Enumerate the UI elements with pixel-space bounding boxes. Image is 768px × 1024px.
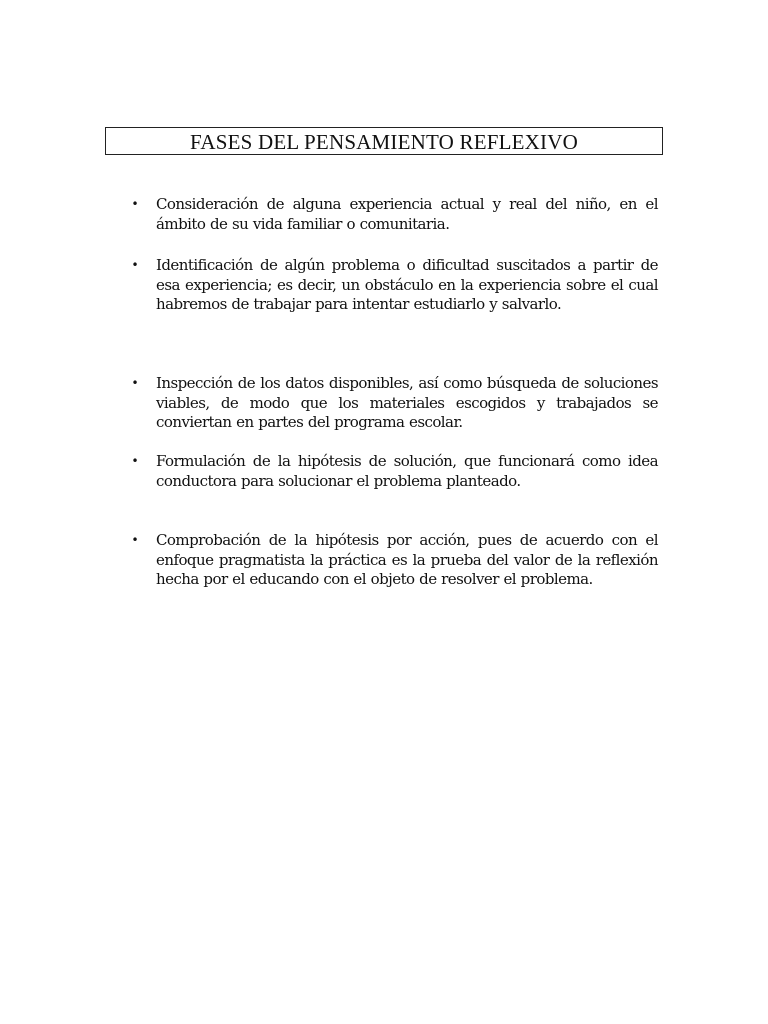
- bullet-icon: •: [131, 258, 139, 272]
- bullet-icon: •: [131, 376, 139, 390]
- list-item: [156, 452, 658, 491]
- list-item-text: Identificación de algún problema o dificultad suscitados a partir de esa experiencia; es decir, un obstáculo en la experiencia sobre el cual habremos de trabajar para intentar estudiarlo y salvarlo.: [156, 256, 658, 314]
- list-item-text: Inspección de los datos disponibles, así como búsqueda de soluciones viables, de modo que los materiales escogidos y trabajados se conviertan en partes del programa escolar.: [156, 374, 658, 432]
- list-item: [156, 374, 658, 433]
- bullet-icon: •: [131, 454, 139, 468]
- list-item-text: Formulación de la hipótesis de solución, que funcionará como idea conductora para solucionar el problema planteado.: [156, 452, 658, 490]
- list-item: [156, 531, 658, 590]
- page-title: FASES DEL PENSAMIENTO REFLEXIVO: [105, 127, 663, 155]
- list-item: [156, 256, 658, 315]
- list-item: [156, 195, 658, 234]
- bullet-icon: •: [131, 197, 139, 211]
- list-item-text: Consideración de alguna experiencia actual y real del niño, en el ámbito de su vida familiar o comunitaria.: [156, 195, 658, 233]
- bullet-icon: •: [131, 533, 139, 547]
- list-item-text: Comprobación de la hipótesis por acción, pues de acuerdo con el enfoque pragmatista la práctica es la prueba del valor de la reflexión hecha por el educando con el objeto de resolver el problema.: [156, 531, 658, 589]
